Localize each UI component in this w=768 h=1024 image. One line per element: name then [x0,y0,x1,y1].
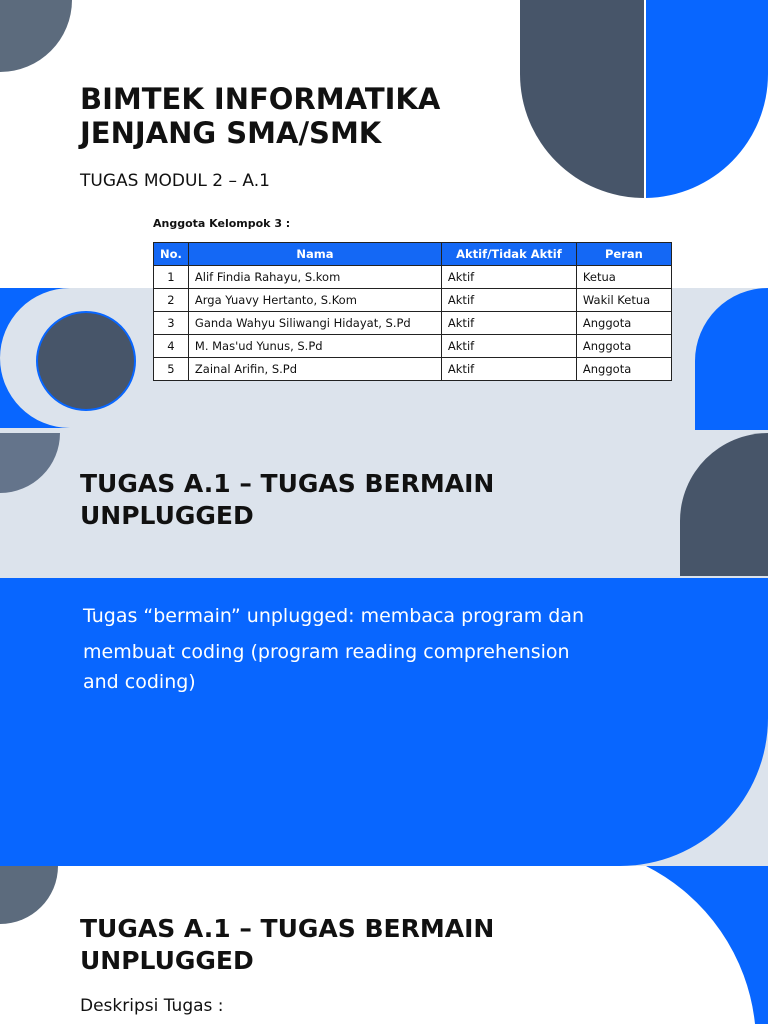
cell-status: Aktif [441,289,576,312]
slide-2-body-line-1: Tugas “bermain” unplugged: membaca program dan [83,605,584,627]
cell-no: 1 [154,266,189,289]
slide-3-title [80,913,494,977]
slide-2-title-line-1: TUGAS A.1 – TUGAS BERMAIN [80,469,495,498]
slide-2-body [83,601,584,697]
col-header-nama: Nama [188,243,441,266]
cell-nama: M. Mas'ud Yunus, S.Pd [188,335,441,358]
cell-status: Aktif [441,266,576,289]
table-row [154,289,672,312]
table-row [154,312,672,335]
corner-quarter-shape [0,866,58,924]
dark-leaf-shape [680,433,768,576]
col-header-peran: Peran [576,243,671,266]
slide-2-title-line-2: UNPLUGGED [80,501,254,530]
cell-status: Aktif [441,358,576,381]
cell-peran: Anggota [576,358,671,381]
cell-nama: Alif Findia Rahayu, S.kom [188,266,441,289]
table-header-row [154,243,672,266]
cell-status: Aktif [441,312,576,335]
cell-peran: Ketua [576,266,671,289]
col-header-status: Aktif/Tidak Aktif [441,243,576,266]
members-table [153,242,672,381]
table-row [154,335,672,358]
slate-quarter-shape [0,433,60,493]
leaf-shape-dark [520,0,644,198]
cell-nama: Zainal Arifin, S.Pd [188,358,441,381]
slide-3-description-label: Deskripsi Tugas : [80,996,224,1016]
dark-circle-shape [37,312,135,410]
blue-leaf-shape [695,288,768,430]
corner-quarter-shape [0,0,72,72]
slide-3-title-line-2: UNPLUGGED [80,946,254,975]
members-table-wrap [153,242,672,381]
cell-peran: Wakil Ketua [576,289,671,312]
table-caption: Anggota Kelompok 3 : [153,217,291,230]
slide-2 [0,247,768,866]
slide-1-title-line-1: BIMTEK INFORMATIKA [80,82,441,116]
table-row [154,266,672,289]
cell-no: 2 [154,289,189,312]
leaf-shape-blue [646,0,768,198]
cell-no: 4 [154,335,189,358]
cell-nama: Ganda Wahyu Siliwangi Hidayat, S.Pd [188,312,441,335]
cell-nama: Arga Yuavy Hertanto, S.Kom [188,289,441,312]
cell-peran: Anggota [576,312,671,335]
col-header-no: No. [154,243,189,266]
slide-2-title [80,468,494,532]
table-row [154,358,672,381]
slide-2-body-line-3: and coding) [83,671,196,693]
cell-peran: Anggota [576,335,671,358]
slide-1-title [80,82,440,150]
slide-1-subtitle: TUGAS MODUL 2 – A.1 [80,171,270,191]
cell-no: 5 [154,358,189,381]
cell-no: 3 [154,312,189,335]
cell-status: Aktif [441,335,576,358]
slide-3 [0,866,768,1024]
blue-arc-shape [646,866,768,1024]
slide-2-body-line-2: membuat coding (program reading comprehension [83,641,570,663]
slide-3-title-line-1: TUGAS A.1 – TUGAS BERMAIN [80,914,495,943]
slide-1-title-line-2: JENJANG SMA/SMK [80,116,382,150]
